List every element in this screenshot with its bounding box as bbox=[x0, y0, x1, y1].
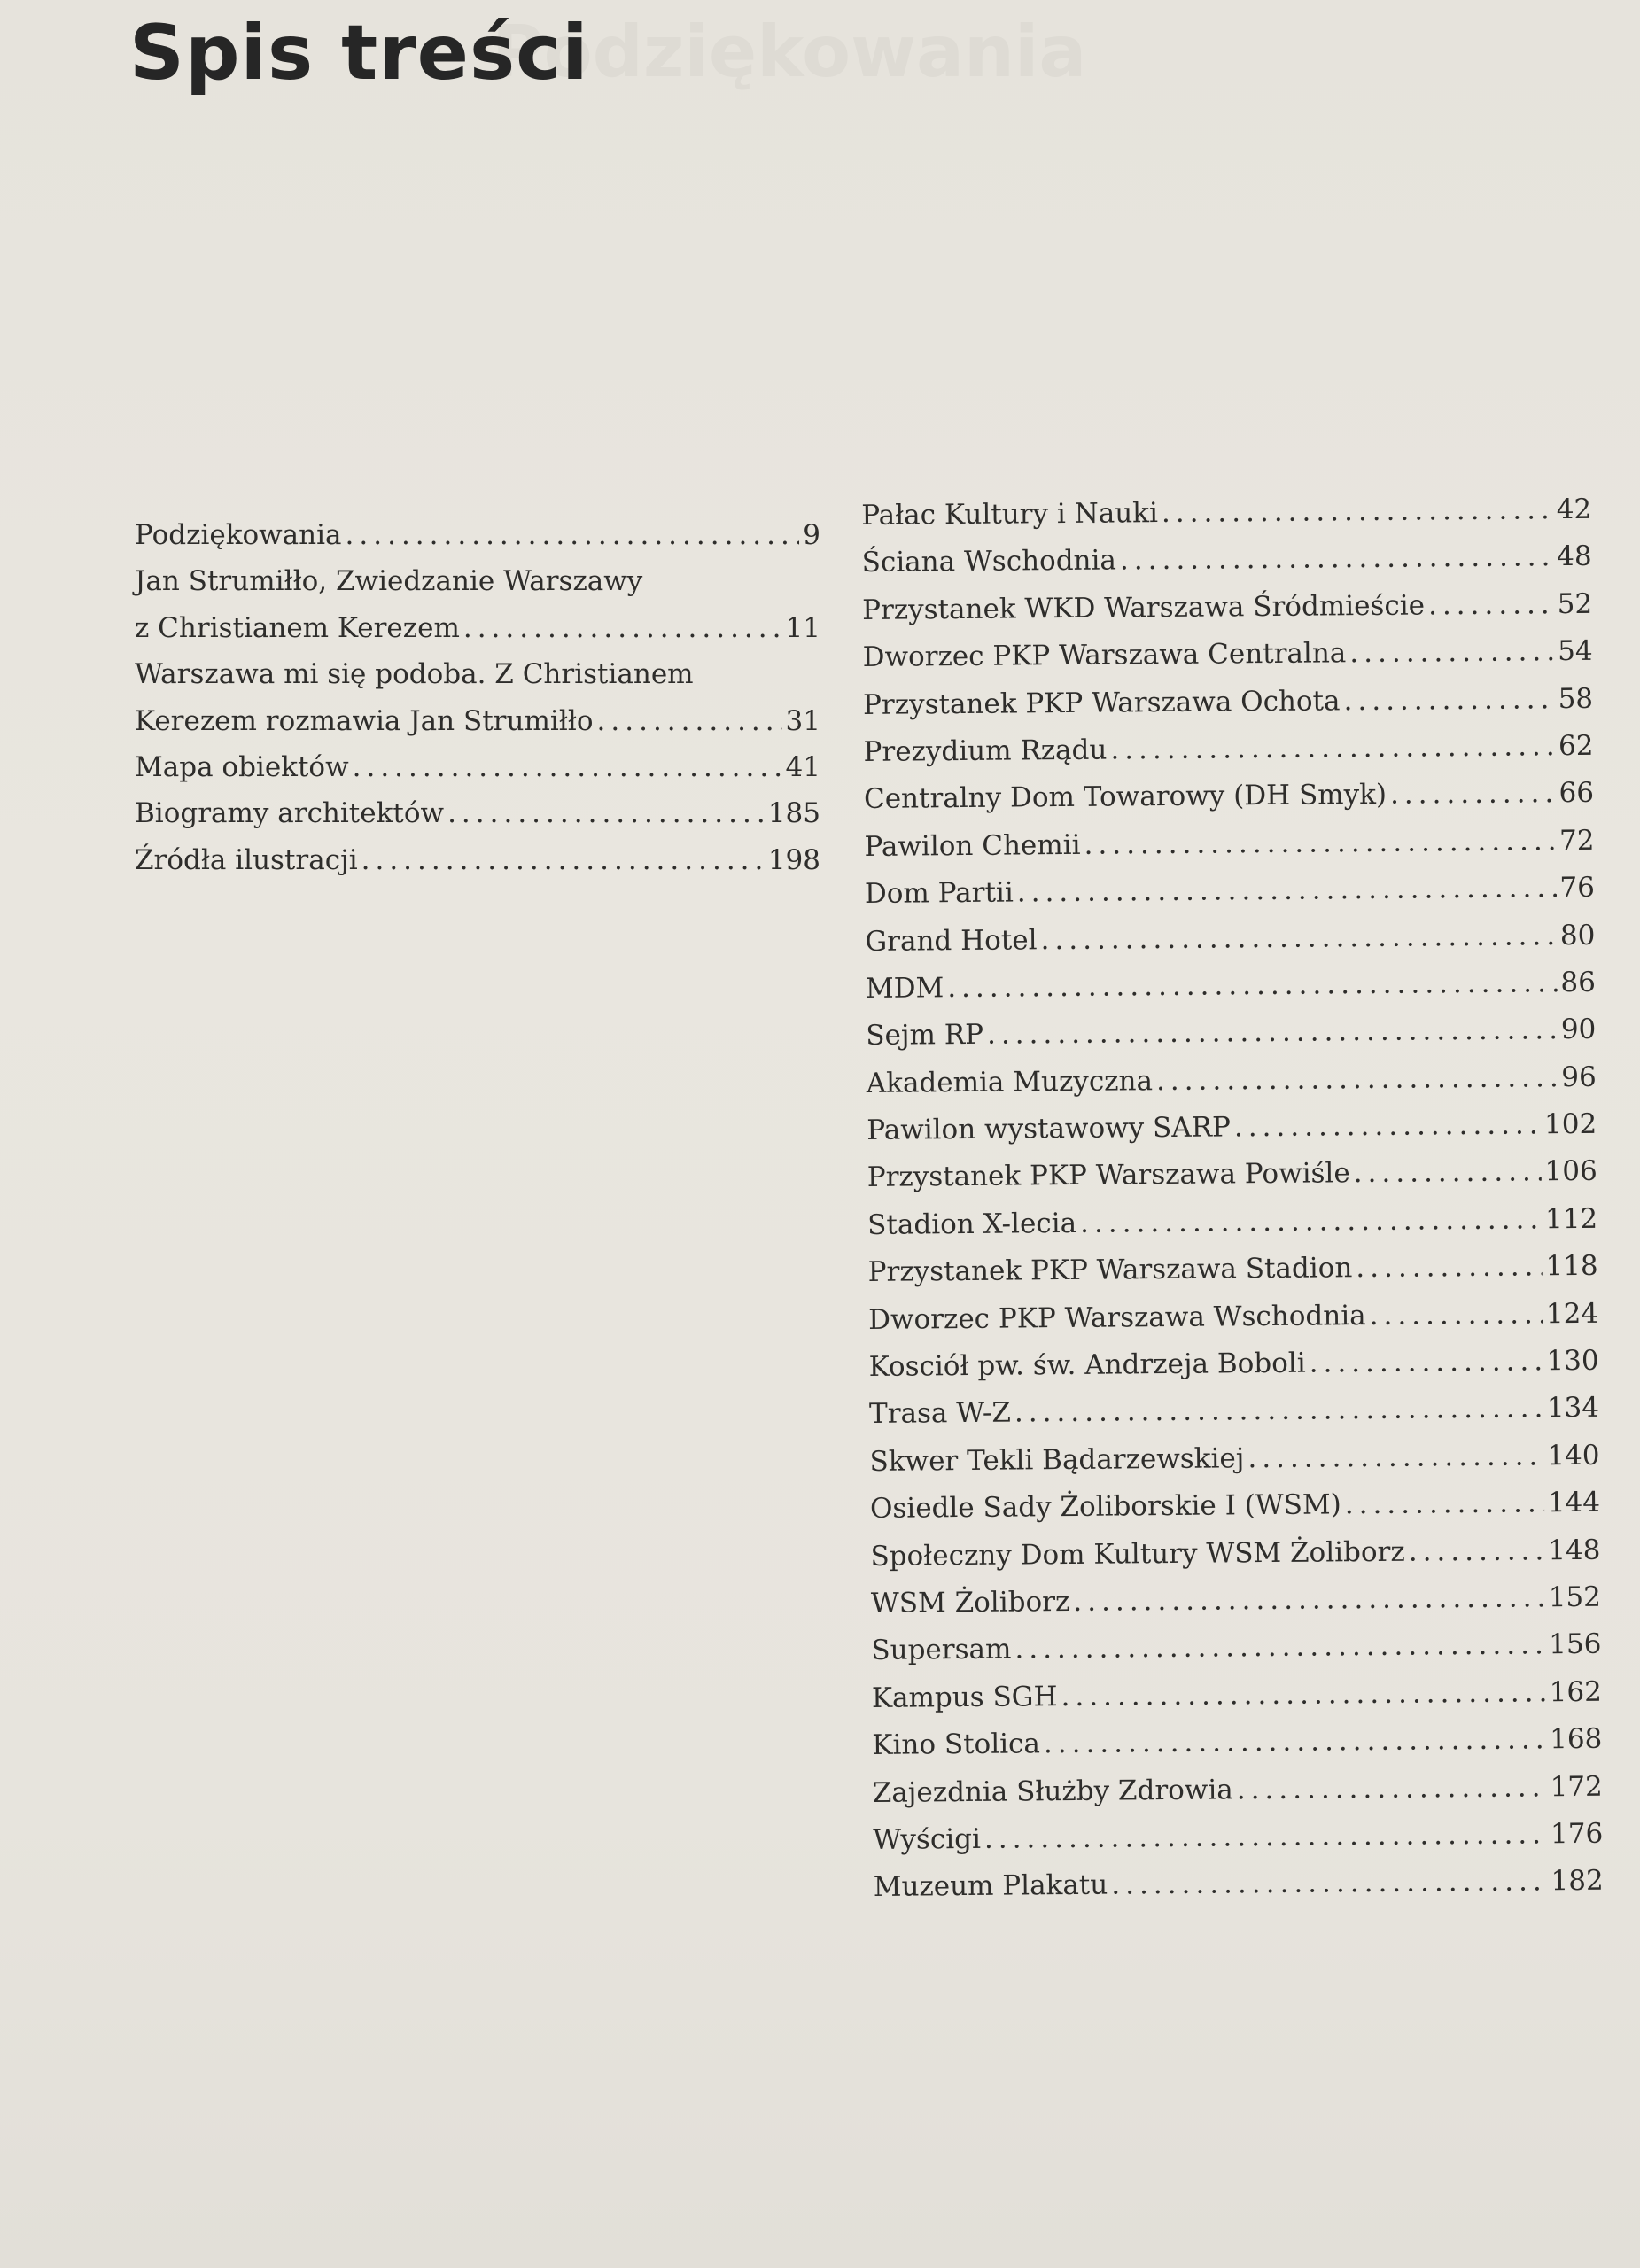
toc-entry bbox=[867, 1196, 1597, 1250]
toc-entry-title: Kosciół pw. św. Andrzeja Boboli bbox=[868, 1347, 1306, 1383]
toc-entry-title: Kampus SGH bbox=[871, 1680, 1058, 1714]
toc-leader-dots bbox=[1234, 1101, 1542, 1151]
toc-entry bbox=[135, 605, 820, 651]
toc-leader-dots bbox=[1356, 1244, 1543, 1293]
toc-entry bbox=[873, 1763, 1603, 1817]
toc-entry-page: 106 bbox=[1544, 1155, 1597, 1188]
toc-entry-title: Podziękowania bbox=[135, 519, 342, 551]
toc-entry-page: 48 bbox=[1557, 540, 1592, 573]
toc-leader-dots bbox=[1247, 1433, 1543, 1482]
toc-entry bbox=[867, 1243, 1597, 1297]
toc-entry-page: 80 bbox=[1559, 919, 1596, 951]
toc-entry bbox=[864, 818, 1594, 872]
toc-entry bbox=[873, 1811, 1603, 1865]
toc-entry bbox=[871, 1574, 1601, 1628]
toc-entry-page: 41 bbox=[785, 750, 820, 783]
toc-leader-dots bbox=[1017, 865, 1557, 917]
toc-right-column bbox=[861, 486, 1604, 1912]
toc-entry bbox=[863, 723, 1593, 777]
toc-leader-dots bbox=[1309, 1338, 1543, 1387]
toc-leader-dots bbox=[1369, 1291, 1543, 1340]
toc-leader-dots bbox=[1345, 1480, 1545, 1529]
toc-entry-page: 9 bbox=[803, 519, 820, 551]
toc-left-column bbox=[135, 512, 820, 883]
bleed-through-title: Podziękowania bbox=[492, 11, 1087, 93]
toc-entry-line bbox=[135, 558, 820, 604]
toc-entry-title: Ściana Wschodnia bbox=[861, 544, 1117, 579]
toc-leader-dots bbox=[346, 512, 800, 558]
toc-entry bbox=[869, 1385, 1599, 1439]
toc-entry-title: Pałac Kultury i Nauki bbox=[861, 497, 1159, 532]
toc-entry-title: Grand Hotel bbox=[865, 923, 1038, 958]
toc-entry bbox=[871, 1621, 1601, 1675]
toc-leader-dots bbox=[1409, 1527, 1545, 1576]
toc-entry-page: 96 bbox=[1561, 1060, 1597, 1093]
toc-entry bbox=[135, 790, 820, 836]
toc-entry-title: Źródła ilustracji bbox=[135, 843, 358, 876]
toc-entry-title: Przystanek PKP Warszawa Ochota bbox=[862, 684, 1341, 721]
toc-entry-page: 42 bbox=[1556, 493, 1592, 526]
toc-entry-page: 54 bbox=[1557, 634, 1593, 668]
toc-entry-page: 112 bbox=[1544, 1202, 1598, 1236]
toc-entry bbox=[861, 533, 1591, 587]
toc-entry bbox=[865, 912, 1595, 966]
toc-entry-title: Przystanek PKP Warszawa Powiśle bbox=[867, 1157, 1350, 1194]
toc-entry-page: 66 bbox=[1558, 777, 1595, 810]
toc-leader-dots bbox=[1120, 534, 1554, 586]
toc-entry-title: Osiedle Sady Żoliborskie I (WSM) bbox=[869, 1488, 1341, 1526]
toc-entry bbox=[872, 1669, 1602, 1723]
toc-entry-page: 162 bbox=[1549, 1675, 1603, 1709]
toc-entry-page: 62 bbox=[1558, 729, 1594, 763]
toc-entry-page: 86 bbox=[1560, 966, 1597, 999]
toc-entry bbox=[862, 628, 1592, 682]
toc-entry-title: z Christianem Kerezem bbox=[135, 611, 460, 644]
toc-entry-page: 148 bbox=[1548, 1534, 1601, 1566]
toc-entry-page: 172 bbox=[1550, 1770, 1603, 1803]
toc-entry bbox=[869, 1433, 1599, 1487]
toc-leader-dots bbox=[1061, 1669, 1546, 1720]
toc-entry-page: 168 bbox=[1549, 1722, 1603, 1756]
toc-entry-title: Zajezdnia Służby Zdrowia bbox=[872, 1773, 1233, 1809]
toc-entry-page: 90 bbox=[1560, 1014, 1597, 1046]
toc-leader-dots bbox=[1343, 676, 1555, 725]
page-title: Spis treści bbox=[129, 9, 589, 97]
toc-leader-dots bbox=[597, 698, 782, 744]
toc-leader-dots bbox=[361, 837, 765, 883]
toc-entry-title: Mapa obiektów bbox=[135, 750, 349, 783]
toc-entry-page: 52 bbox=[1557, 587, 1593, 620]
toc-entry-page: 72 bbox=[1558, 824, 1595, 857]
toc-entry-title: Sejm RP bbox=[866, 1019, 984, 1052]
toc-entry-title: Wyścigi bbox=[873, 1822, 982, 1856]
toc-entry bbox=[135, 837, 820, 883]
toc-leader-dots bbox=[1014, 1622, 1545, 1674]
toc-leader-dots bbox=[1014, 1386, 1543, 1438]
toc-entry bbox=[867, 1101, 1597, 1155]
toc-entry-page: 140 bbox=[1547, 1439, 1600, 1472]
toc-leader-dots bbox=[1390, 771, 1556, 819]
toc-entry-title: Dworzec PKP Warszawa Wschodnia bbox=[867, 1299, 1366, 1336]
toc-leader-dots bbox=[1040, 913, 1557, 964]
toc-entry bbox=[870, 1480, 1600, 1534]
toc-entry-title: Stadion X-lecia bbox=[867, 1207, 1077, 1241]
toc-entry bbox=[872, 1716, 1602, 1770]
toc-entry bbox=[874, 1858, 1604, 1912]
toc-leader-dots bbox=[1156, 1054, 1558, 1105]
toc-entry-page: 118 bbox=[1545, 1250, 1598, 1283]
toc-entry-page: 134 bbox=[1546, 1392, 1600, 1425]
toc-leader-dots bbox=[1237, 1764, 1547, 1814]
toc-entry-title: Dworzec PKP Warszawa Centralna bbox=[862, 637, 1347, 674]
toc-entry-page: 58 bbox=[1558, 682, 1594, 715]
toc-entry-page: 185 bbox=[767, 797, 820, 830]
toc-entry bbox=[863, 675, 1593, 729]
toc-entry-title: MDM bbox=[865, 972, 944, 1005]
toc-entry-page: 76 bbox=[1559, 871, 1596, 905]
toc-leader-dots bbox=[1044, 1716, 1547, 1767]
toc-entry-title: Przystanek WKD Warszawa Śródmieście bbox=[862, 589, 1426, 626]
toc-leader-dots bbox=[1428, 581, 1554, 630]
toc-leader-dots bbox=[947, 959, 1558, 1012]
toc-entry-page: 144 bbox=[1547, 1486, 1601, 1519]
toc-entry-title-line1: Warszawa mi się podoba. Z Christianem bbox=[135, 658, 694, 691]
toc-entry-title: WSM Żoliborz bbox=[870, 1585, 1070, 1619]
toc-leader-dots bbox=[1084, 818, 1556, 869]
toc-entry-title: Muzeum Plakatu bbox=[873, 1868, 1108, 1904]
toc-leader-dots bbox=[1080, 1196, 1542, 1247]
toc-entry-page: 152 bbox=[1548, 1581, 1602, 1614]
toc-leader-dots bbox=[1073, 1574, 1545, 1626]
toc-entry-title: Dom Partii bbox=[864, 876, 1014, 911]
toc-entry-page: 11 bbox=[785, 611, 820, 644]
toc-leader-dots bbox=[353, 744, 782, 790]
toc-entry-title: Trasa W-Z bbox=[868, 1396, 1012, 1431]
toc-leader-dots bbox=[447, 790, 765, 836]
toc-entry bbox=[868, 1290, 1598, 1344]
toc-entry bbox=[865, 865, 1595, 919]
toc-leader-dots bbox=[1354, 1149, 1542, 1198]
toc-entry-page: 156 bbox=[1549, 1628, 1602, 1661]
toc-leader-dots bbox=[984, 1811, 1548, 1863]
toc-leader-dots bbox=[1162, 486, 1553, 537]
toc-leader-dots bbox=[1110, 723, 1555, 774]
toc-leader-dots bbox=[987, 1006, 1558, 1059]
toc-entry-title: Pawilon wystawowy SARP bbox=[867, 1111, 1232, 1147]
toc-entry-page: 130 bbox=[1546, 1344, 1599, 1378]
toc-entry-title: Akademia Muzyczna bbox=[866, 1064, 1154, 1099]
toc-entry-page: 31 bbox=[785, 704, 820, 737]
toc-entry bbox=[135, 512, 820, 558]
toc-entry bbox=[135, 698, 820, 744]
toc-entry bbox=[866, 1006, 1596, 1060]
toc-entry-line bbox=[135, 651, 820, 697]
toc-entry-page: 176 bbox=[1550, 1817, 1604, 1851]
toc-entry-title-line1: Jan Strumiłło, Zwiedzanie Warszawy bbox=[135, 565, 643, 598]
toc-entry-title: Społeczny Dom Kultury WSM Żoliborz bbox=[870, 1535, 1405, 1573]
toc-entry bbox=[870, 1526, 1600, 1581]
toc-entry-title: Centralny Dom Towarowy (DH Smyk) bbox=[863, 779, 1387, 816]
toc-entry bbox=[864, 770, 1594, 824]
toc-entry-title: Skwer Tekli Bądarzewskiej bbox=[869, 1442, 1245, 1478]
toc-entry bbox=[135, 744, 820, 790]
toc-entry-title: Przystanek PKP Warszawa Stadion bbox=[867, 1252, 1353, 1289]
toc-entry-title: Pawilon Chemii bbox=[864, 828, 1081, 863]
toc-leader-dots bbox=[1349, 628, 1554, 677]
toc-entry-page: 198 bbox=[767, 843, 820, 876]
toc-entry bbox=[867, 1053, 1597, 1107]
toc-entry-page: 102 bbox=[1543, 1107, 1597, 1141]
toc-entry bbox=[861, 486, 1591, 540]
toc-entry-title: Kerezem rozmawia Jan Strumiłło bbox=[135, 704, 594, 737]
toc-entry bbox=[862, 581, 1592, 635]
toc-entry-page: 124 bbox=[1545, 1297, 1599, 1330]
toc-entry-title: Supersam bbox=[871, 1633, 1012, 1667]
toc-leader-dots bbox=[1111, 1859, 1548, 1910]
toc-entry bbox=[867, 1148, 1597, 1202]
toc-leader-dots bbox=[463, 605, 782, 651]
toc-entry-page: 182 bbox=[1551, 1865, 1604, 1898]
toc-entry bbox=[868, 1338, 1598, 1392]
toc-entry-title: Biogramy architektów bbox=[135, 797, 445, 830]
toc-entry-title: Prezydium Rządu bbox=[863, 734, 1108, 768]
toc-entry-title: Kino Stolica bbox=[872, 1728, 1041, 1762]
toc-entry bbox=[866, 959, 1596, 1014]
